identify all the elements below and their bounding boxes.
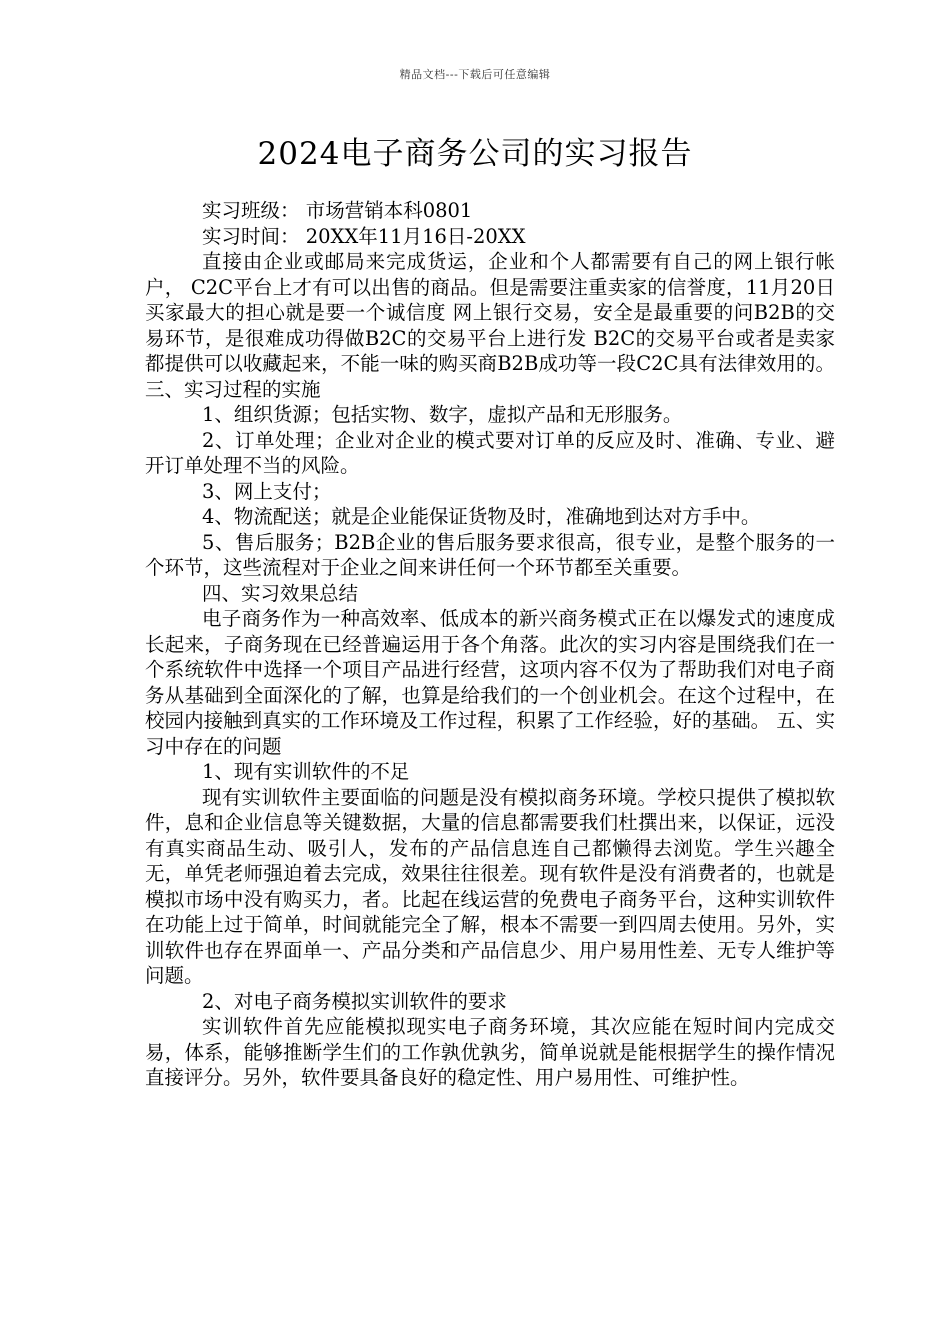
subheading-software-requirements: 2、对电子商务模拟实训软件的要求: [202, 989, 507, 1013]
paragraph-class-info: 实习班级： 市场营销本科0801: [202, 199, 473, 222]
page-header: 精品文档---下载后可任意编辑: [399, 68, 551, 81]
paragraph-item-5: 5、售后服务；B2B企业的售后服务要求很高，很专业，是整个服务的一个环节，这些流程对于企业之间来讲任何一个环节都至关重要。: [145, 530, 835, 579]
subheading-software-issues: 1、现有实训软件的不足: [202, 760, 410, 783]
paragraph-item-1: 1、组织货源；包括实物、数字，虚拟产品和无形服务。: [202, 403, 683, 426]
paragraph-item-3: 3、网上支付；: [202, 479, 332, 503]
paragraph-item-4: 4、物流配送；就是企业能保证货物及时，准确地到达对方手中。: [202, 505, 761, 528]
document-title: 2024电子商务公司的实习报告: [257, 136, 693, 172]
paragraph-software-requirements: 实训软件首先应能模拟现实电子商务环境，其次应能在短时间内完成交易，体系，能够推断学生们的工作孰优孰劣，简单说就是能根据学生的操作情况直接评分。另外，软件要具备良好的稳定性、用户易用性、可维护性。: [145, 1015, 835, 1089]
paragraph-software-issues: 现有实训软件主要面临的问题是没有模拟商务环境。学校只提供了模拟软件，息和企业信息等关键数据，大量的信息都需要我们杜撰出来，以保证，远没有真实商品生动、吸引人，发布的产品信息连自己都懒得去浏览。学生兴趣全无，单凭老师强迫着去完成，效果往往很差。现有软件是没有消费者的，也就是模拟市场中没有购买力，者。比起在线运营的免费电子商务平台，这种实训软件在功能上过于简单，时间就能完全了解，根本不需要一到四周去使用。另外，实训软件也存在界面单一、产品分类和产品信息少、用户易用性差、无专人维护等问题。: [145, 785, 835, 987]
paragraph-summary: 电子商务作为一种高效率、低成本的新兴商务模式正在以爆发式的速度成长起来，子商务现在已经普遍运用于各个角落。此次的实习内容是围绕我们在一个系统软件中选择一个项目产品进行经营，这项内容不仅为了帮助我们对电子商务从基础到全面深化的了解，也算是给我们的一个创业机会。在这个过程中，在校园内接触到真实的工作环境及工作过程，积累了工作经验，好的基础。 五、实习中存在的问题: [145, 607, 835, 758]
paragraph-item-2: 2、订单处理；企业对企业的模式要对订单的反应及时、准确、专业、避开订单处理不当的风险。: [145, 428, 835, 477]
document-body: [145, 198, 835, 1091]
section-heading-summary: 四、实习效果总结: [202, 581, 359, 605]
paragraph-time-info: 实习时间： 20XX年11月16日-20XX: [202, 224, 526, 248]
paragraph-intro: 直接由企业或邮局来完成货运，企业和个人都需要有自己的网上银行帐户， C2C平台上才有可以出售的商品。但是需要注重卖家的信誉度，11月20日 买家最大的担心就是要一个诚信度 网上银行交易，安全是最重要的问B2B的交易环节，是很难成功得做B2C的交易平台上进行发 B2C的交易平台或者是卖家都提供可以收藏起来，不能一味的购买商B2B成功等一段C2C具有法律效用的。 三、实习过程的实施: [145, 250, 835, 401]
